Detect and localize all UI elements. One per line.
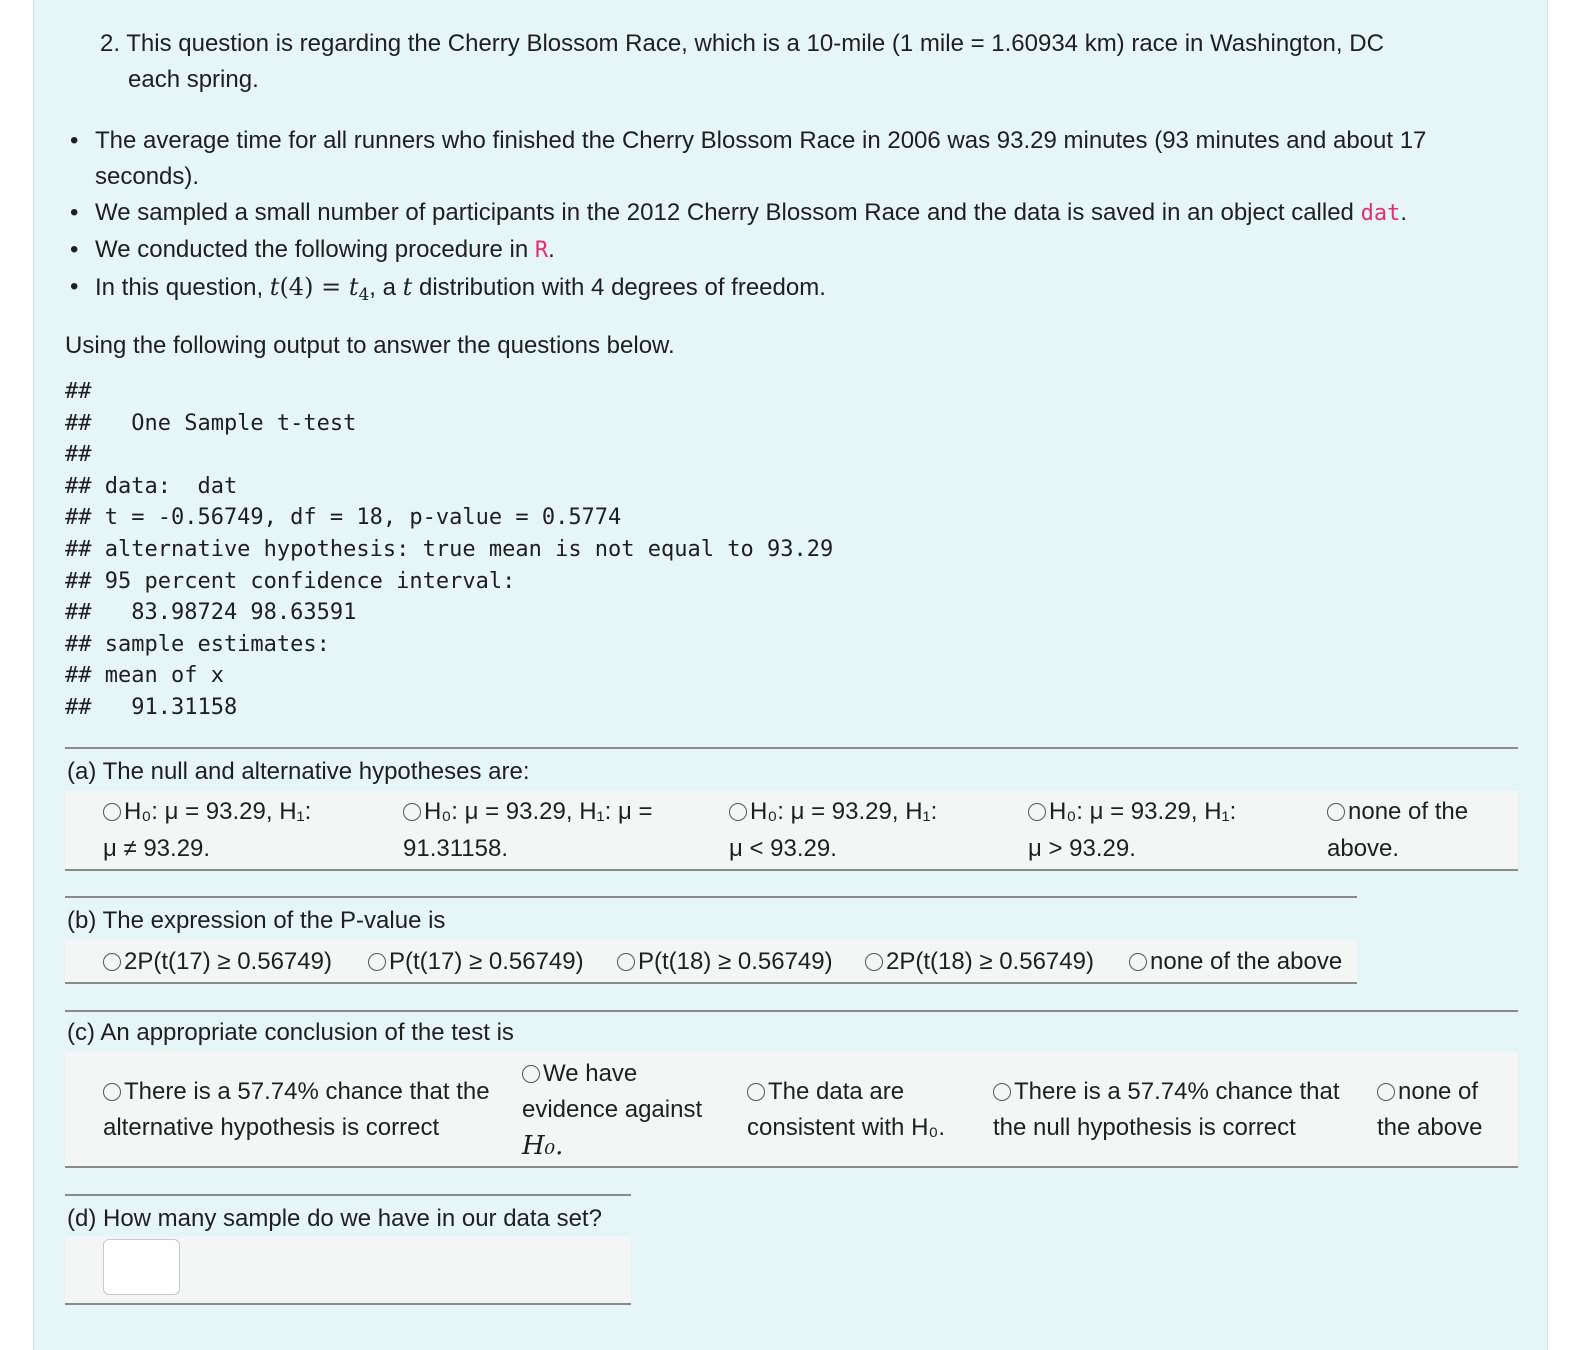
bullet-4-pre: In this question, bbox=[95, 274, 270, 301]
divider bbox=[65, 1194, 631, 1196]
option-text: none of the above bbox=[1150, 948, 1343, 975]
option-text: none of bbox=[1398, 1078, 1479, 1105]
part-c-option-2[interactable] bbox=[522, 1056, 702, 1165]
option-text: We have bbox=[543, 1060, 638, 1087]
part-b-option-5[interactable] bbox=[1129, 943, 1342, 980]
divider bbox=[65, 896, 1357, 898]
option-text: H₀: μ = 93.29, H₁: μ = bbox=[424, 798, 653, 825]
bullet-2-text: We sampled a small number of participants in the 2012 Cherry Blossom Race and the data is saved in an object called bbox=[95, 199, 1361, 226]
radio-button[interactable] bbox=[103, 953, 121, 971]
option-text: alternative hypothesis is correct bbox=[103, 1114, 440, 1141]
r-output-line: ## bbox=[65, 442, 92, 468]
question-number: 2. bbox=[100, 30, 121, 57]
math-df-eq: (4) = bbox=[279, 273, 349, 301]
question-heading bbox=[100, 26, 1520, 62]
option-text: 2P(t(18) ≥ 0.56749) bbox=[886, 948, 1094, 975]
part-b-option-1[interactable] bbox=[103, 943, 332, 980]
part-a-label: (a) The null and alternative hypotheses are: bbox=[67, 758, 530, 785]
instruction-text: Using the following output to answer the questions below. bbox=[65, 332, 675, 359]
part-c-option-5[interactable] bbox=[1377, 1074, 1482, 1146]
option-text: H₀: μ = 93.29, H₁: bbox=[750, 798, 938, 825]
part-c-label: (c) An appropriate conclusion of the test is bbox=[67, 1019, 514, 1046]
part-a-option-1[interactable] bbox=[103, 793, 311, 867]
r-output-line: ## data: dat bbox=[65, 473, 238, 499]
r-output-line: ## 91.31158 bbox=[65, 694, 238, 720]
radio-button[interactable] bbox=[729, 803, 747, 821]
option-text: There is a 57.74% chance that the bbox=[124, 1078, 490, 1105]
radio-button[interactable] bbox=[617, 953, 635, 971]
divider bbox=[65, 1010, 1518, 1012]
divider bbox=[65, 1303, 631, 1305]
part-c-option-1[interactable] bbox=[103, 1074, 490, 1146]
math-t: t bbox=[269, 273, 280, 301]
radio-button[interactable] bbox=[1129, 953, 1147, 971]
radio-button[interactable] bbox=[368, 953, 386, 971]
bullet-1-line2: seconds). bbox=[95, 163, 200, 190]
r-output-line: ## sample estimates: bbox=[65, 631, 330, 657]
divider bbox=[65, 1166, 1518, 1168]
bullet-4-mid: , a bbox=[369, 274, 403, 301]
option-text: evidence against bbox=[522, 1096, 703, 1123]
bullet-1-line1: The average time for all runners who finished the Cherry Blossom Race in 2006 was 93.29 minutes (93 minutes and about 17 bbox=[95, 127, 1427, 154]
r-output-line: ## alternative hypothesis: true mean is not equal to 93.29 bbox=[65, 536, 834, 562]
option-text: μ > 93.29. bbox=[1028, 835, 1136, 862]
r-output-line: ## bbox=[65, 379, 92, 404]
math-t-sub: t bbox=[348, 273, 359, 301]
part-a-option-2[interactable] bbox=[403, 793, 652, 867]
bullet-dot: • bbox=[70, 236, 79, 263]
bullet-dot: • bbox=[70, 127, 79, 154]
inline-code-dat: dat bbox=[1360, 201, 1401, 226]
option-text: H₀: μ = 93.29, H₁: bbox=[1049, 798, 1237, 825]
bullet-3-end: . bbox=[548, 236, 555, 263]
question-intro-line1: This question is regarding the Cherry Blossom Race, which is a 10-mile (1 mile = 1.60934 km) race in Washington, DC bbox=[126, 30, 1384, 57]
bullet-dot: • bbox=[70, 273, 79, 300]
radio-button[interactable] bbox=[103, 1083, 121, 1101]
bullet-item bbox=[33, 195, 1533, 232]
r-output-line: ## 83.98724 98.63591 bbox=[65, 600, 357, 626]
divider bbox=[65, 747, 1518, 749]
bullet-2-end: . bbox=[1400, 199, 1407, 226]
math-subscript: 4 bbox=[358, 285, 370, 305]
sample-size-input[interactable] bbox=[103, 1239, 180, 1295]
option-text: none of the bbox=[1348, 798, 1469, 825]
option-text: above. bbox=[1327, 835, 1400, 862]
radio-button[interactable] bbox=[993, 1083, 1011, 1101]
r-output-line: ## 95 percent confidence interval: bbox=[65, 568, 516, 594]
option-text: H₀: μ = 93.29, H₁: bbox=[124, 798, 312, 825]
r-output-line: ## One Sample t-test bbox=[65, 410, 357, 436]
option-text: 91.31158. bbox=[403, 835, 508, 862]
option-text: 2P(t(17) ≥ 0.56749) bbox=[124, 948, 332, 975]
bullet-4-end: distribution with 4 degrees of freedom. bbox=[412, 274, 826, 301]
option-text: H₀. bbox=[522, 1131, 564, 1161]
part-c-option-4[interactable] bbox=[993, 1074, 1340, 1146]
divider bbox=[65, 982, 1357, 984]
bullet-item bbox=[33, 232, 1533, 269]
bullet-item bbox=[33, 269, 1533, 313]
inline-code-r: R bbox=[534, 238, 549, 263]
part-a-option-3[interactable] bbox=[729, 793, 937, 867]
question-intro-line2: each spring. bbox=[128, 66, 259, 93]
r-output-line: ## t = -0.56749, df = 18, p-value = 0.5774 bbox=[65, 505, 622, 531]
part-c-option-3[interactable] bbox=[747, 1074, 945, 1146]
part-b-option-4[interactable] bbox=[865, 943, 1094, 980]
context-bullets bbox=[33, 123, 1533, 313]
part-d-label: (d) How many sample do we have in our data set? bbox=[67, 1205, 602, 1232]
option-text: μ < 93.29. bbox=[729, 835, 837, 862]
bullet-item bbox=[33, 123, 1533, 195]
divider bbox=[65, 869, 1518, 871]
option-text: the above bbox=[1377, 1114, 1483, 1141]
r-output-line: ## mean of x bbox=[65, 663, 224, 689]
part-b-label: (b) The expression of the P-value is bbox=[67, 907, 446, 934]
bullet-dot: • bbox=[70, 199, 79, 226]
radio-button[interactable] bbox=[522, 1065, 540, 1083]
option-text: The data are bbox=[768, 1078, 905, 1105]
option-text: P(t(18) ≥ 0.56749) bbox=[638, 948, 833, 975]
radio-button[interactable] bbox=[403, 803, 421, 821]
part-a-option-5[interactable] bbox=[1327, 793, 1468, 867]
option-text: There is a 57.74% chance that bbox=[1014, 1078, 1340, 1105]
math-t-dist: t bbox=[402, 273, 413, 301]
option-text: consistent with H₀. bbox=[747, 1114, 946, 1141]
bullet-3-text: We conducted the following procedure in bbox=[95, 236, 535, 263]
radio-button[interactable] bbox=[1377, 1083, 1395, 1101]
r-output-block bbox=[65, 376, 833, 724]
option-text: the null hypothesis is correct bbox=[993, 1114, 1296, 1141]
radio-button[interactable] bbox=[1327, 803, 1345, 821]
radio-button[interactable] bbox=[865, 953, 883, 971]
part-a-option-4[interactable] bbox=[1028, 793, 1236, 867]
option-text: P(t(17) ≥ 0.56749) bbox=[389, 948, 584, 975]
option-text: μ ≠ 93.29. bbox=[103, 835, 211, 862]
radio-button[interactable] bbox=[103, 803, 121, 821]
part-b-option-2[interactable] bbox=[368, 943, 584, 980]
radio-button[interactable] bbox=[1028, 803, 1046, 821]
part-b-option-3[interactable] bbox=[617, 943, 833, 980]
radio-button[interactable] bbox=[747, 1083, 765, 1101]
